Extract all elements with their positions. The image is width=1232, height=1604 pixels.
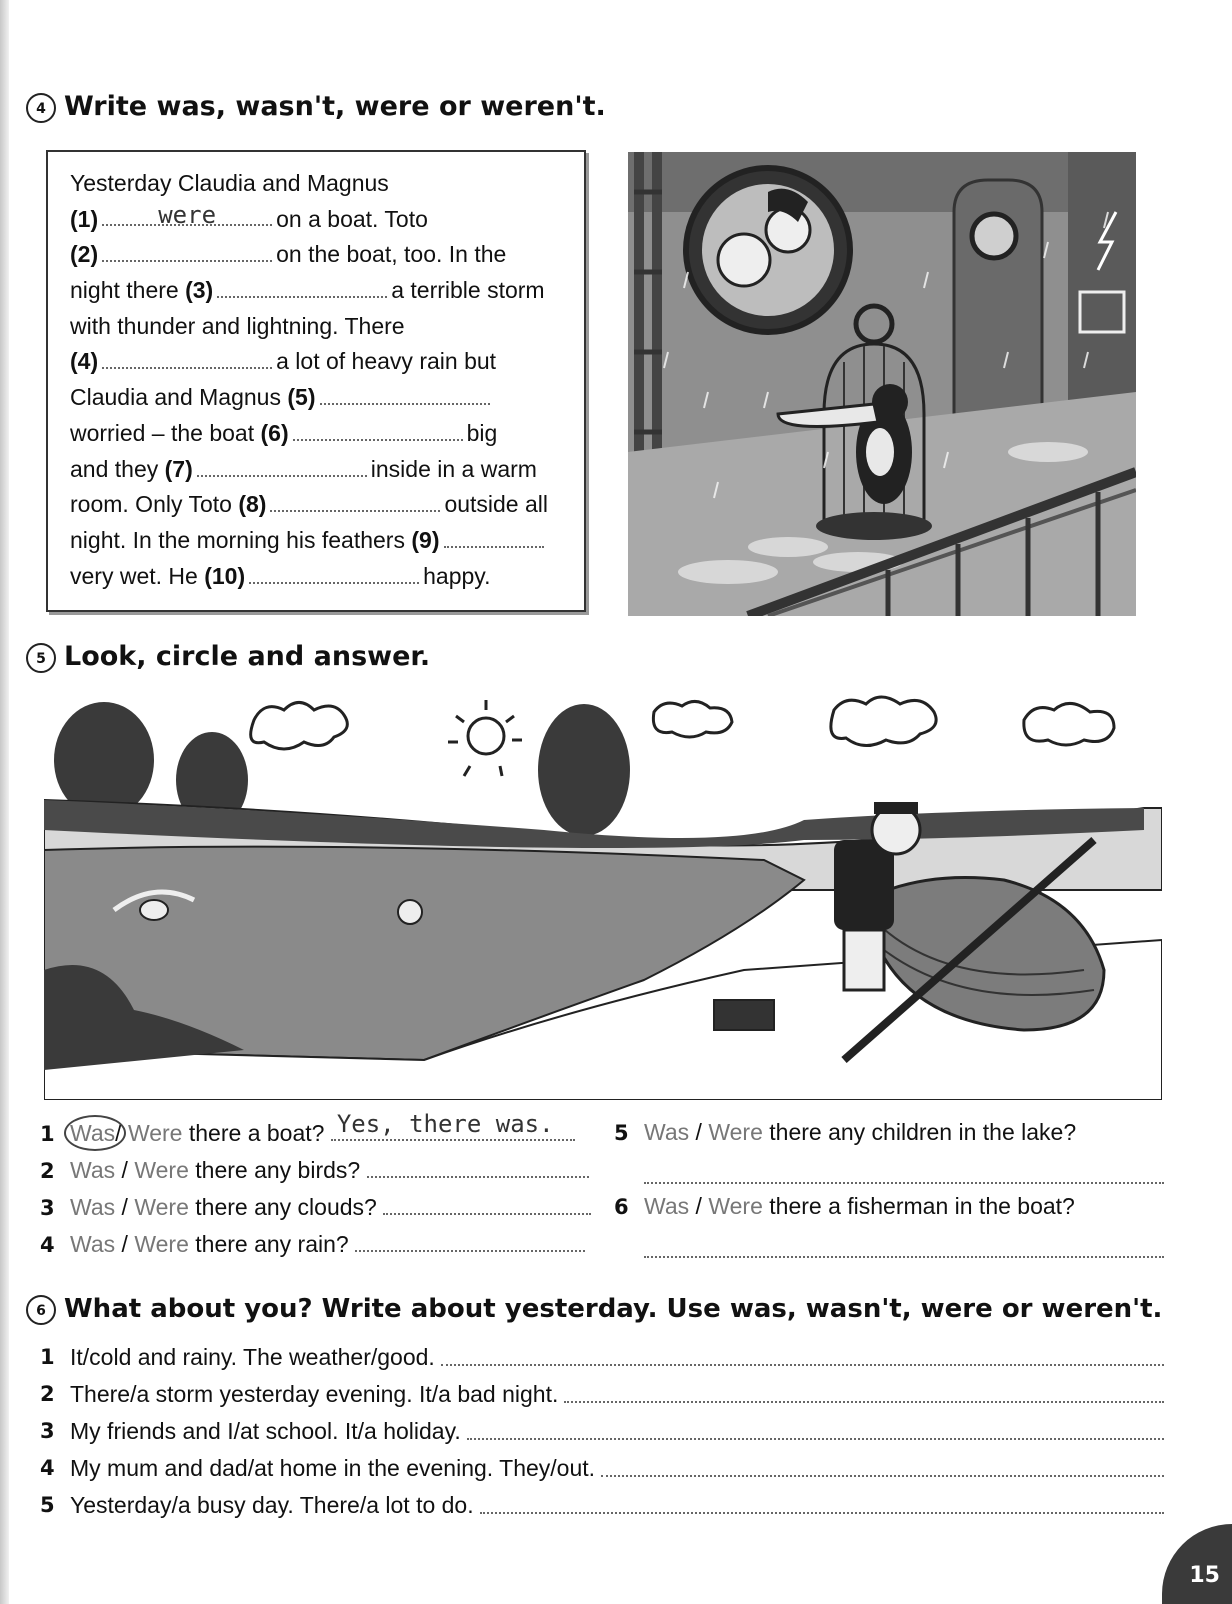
story-text: night there [70, 277, 179, 304]
story-text: big [466, 419, 498, 446]
question-text: there a boat? [188, 1120, 325, 1146]
option-were[interactable]: Were [134, 1231, 189, 1257]
story-text: Claudia and Magnus [70, 384, 281, 411]
option-were[interactable]: Were [134, 1157, 189, 1183]
ex5-question-6 [614, 1191, 1075, 1222]
option-were[interactable]: Were [127, 1120, 183, 1146]
ex5-question-2 [40, 1154, 589, 1186]
option-was[interactable]: Was [644, 1119, 690, 1145]
ex5-question-1 [40, 1110, 575, 1149]
story-text: room. Only Toto [70, 491, 232, 518]
story-text: on a boat. Toto [276, 205, 428, 232]
question-text: there any rain? [195, 1231, 349, 1257]
story-line-1 [70, 202, 562, 238]
option-was[interactable]: Was [70, 1231, 116, 1257]
item-prompt: My mum and dad/at home in the evening. They/out. [70, 1455, 596, 1481]
question-text: there any birds? [195, 1157, 361, 1183]
answer-3-field[interactable] [383, 1191, 591, 1215]
answer-1-field[interactable] [331, 1110, 575, 1141]
item-prompt: Yesterday/a busy day. There/a lot to do. [70, 1492, 474, 1518]
item-1-answer-field[interactable] [441, 1342, 1164, 1366]
ex6-item-5 [40, 1490, 1164, 1520]
gap-10-answer-field[interactable] [249, 560, 419, 584]
ex5-number-badge: 5 [26, 643, 56, 673]
question-number: 4 [40, 1233, 55, 1257]
item-number: 3 [40, 1419, 55, 1443]
gap-number: (3) [185, 277, 214, 304]
storm-boat-illustration [628, 152, 1136, 616]
gap-number: (2) [70, 241, 99, 268]
gap-8-answer-field[interactable] [270, 488, 440, 512]
answer-6-field[interactable] [644, 1234, 1164, 1258]
ex6-number-badge: 6 [26, 1295, 56, 1325]
gap-5-answer-field[interactable] [320, 381, 490, 405]
story-text: outside all [444, 491, 549, 518]
item-number: 1 [40, 1345, 55, 1369]
ex5-title: Look, circle and answer. [64, 641, 431, 672]
ex5-heading [26, 640, 430, 674]
option-were[interactable]: Were [708, 1119, 763, 1145]
ex5-question-3 [40, 1191, 591, 1223]
ex6-item-3 [40, 1416, 1164, 1446]
gap-9-answer-field[interactable] [444, 524, 544, 548]
question-number: 3 [40, 1196, 55, 1220]
separator: / [121, 1194, 128, 1220]
storm-boat-drawing [628, 152, 1136, 616]
item-number: 4 [40, 1456, 55, 1480]
option-was[interactable]: Was [644, 1193, 690, 1219]
option-was[interactable]: Was [70, 1157, 116, 1183]
item-number: 2 [40, 1382, 55, 1406]
item-prompt: My friends and I/at school. It/a holiday. [70, 1418, 461, 1444]
ex4-title: Write was, wasn't, were or weren't. [64, 91, 606, 122]
ex6-item-4 [40, 1453, 1164, 1483]
page-number-tab [1162, 1524, 1232, 1604]
answer-4-field[interactable] [355, 1228, 585, 1252]
story-text: night. In the morning his feathers [70, 526, 405, 553]
option-was-circled[interactable] [70, 1118, 115, 1148]
book-spine-shadow [0, 0, 9, 1604]
separator: / [115, 1120, 122, 1146]
lake-scene-illustration [44, 690, 1162, 1100]
story-line-2 [70, 237, 562, 273]
story-line-3 [70, 273, 562, 309]
question-text: there a fisherman in the boat? [769, 1193, 1075, 1219]
story-line-0 [70, 166, 562, 202]
ex4-heading [26, 90, 606, 124]
ex4-number-badge: 4 [26, 93, 56, 123]
gap-number: (8) [238, 491, 267, 518]
separator: / [695, 1119, 702, 1145]
gap-2-answer-field[interactable] [102, 238, 272, 262]
gap-number: (6) [260, 419, 289, 446]
page-number: 15 [1189, 1563, 1220, 1588]
item-number: 5 [40, 1493, 55, 1517]
story-text: with thunder and lightning. There [70, 312, 405, 339]
gap-4-answer-field[interactable] [102, 345, 272, 369]
question-text: there any clouds? [195, 1194, 377, 1220]
gap-6-answer-field[interactable] [293, 417, 463, 441]
item-5-answer-field[interactable] [480, 1490, 1164, 1514]
gap-number: (5) [287, 384, 316, 411]
story-line-5 [70, 344, 562, 380]
story-line-8 [70, 452, 562, 488]
ex6-item-1 [40, 1342, 1164, 1372]
question-number: 5 [614, 1121, 629, 1145]
separator: / [695, 1193, 702, 1219]
story-line-7 [70, 416, 562, 452]
story-line-4 [70, 309, 562, 345]
ex6-heading [26, 1292, 1162, 1326]
story-text: inside in a warm [370, 455, 537, 482]
gap-number: (1) [70, 205, 99, 232]
question-number: 2 [40, 1159, 55, 1183]
answer-2-field[interactable] [367, 1154, 589, 1178]
gap-3-answer-field[interactable] [217, 274, 387, 298]
option-was[interactable]: Was [70, 1194, 116, 1220]
gap-number: (9) [411, 526, 440, 553]
ex6-title: What about you? Write about yesterday. Use was, wasn't, were or weren't. [64, 1294, 1163, 1324]
question-number: 1 [40, 1122, 55, 1146]
gap-7-answer-field[interactable] [197, 453, 367, 477]
ex6-item-2 [40, 1379, 1164, 1409]
story-line-10 [70, 523, 562, 559]
answer-1-handwritten: Yes, there was. [336, 1110, 554, 1138]
story-line-9 [70, 487, 562, 523]
story-line-6 [70, 380, 562, 416]
item-3-answer-field[interactable] [467, 1416, 1164, 1440]
option-was: Was [70, 1120, 116, 1146]
gap-1-handwritten-answer: were [158, 200, 217, 229]
circle-mark [64, 1115, 126, 1151]
item-4-answer-field[interactable] [601, 1453, 1164, 1477]
story-text: a terrible storm [391, 277, 545, 304]
item-prompt: It/cold and rainy. The weather/good. [70, 1344, 435, 1370]
separator: / [121, 1231, 128, 1257]
lake-scene-drawing [44, 690, 1162, 1100]
story-text: on the boat, too. In the [276, 241, 507, 268]
gap-number: (10) [204, 562, 246, 589]
question-number: 6 [614, 1195, 629, 1219]
gap-1-answer-field[interactable] [102, 200, 272, 229]
ex5-question-4 [40, 1228, 585, 1260]
answer-5-field[interactable] [644, 1160, 1164, 1184]
story-text: very wet. He [70, 562, 198, 589]
ex4-story-box [46, 150, 586, 612]
ex5-question-5 [614, 1117, 1076, 1148]
option-were[interactable]: Were [708, 1193, 763, 1219]
option-were[interactable]: Were [134, 1194, 189, 1220]
story-text: a lot of heavy rain but [276, 348, 497, 375]
story-text: happy. [423, 562, 491, 589]
item-2-answer-field[interactable] [564, 1379, 1164, 1403]
gap-number: (4) [70, 348, 99, 375]
item-prompt: There/a storm yesterday evening. It/a bad night. [70, 1381, 559, 1407]
separator: / [121, 1157, 128, 1183]
story-text: and they [70, 455, 159, 482]
gap-number: (7) [164, 455, 193, 482]
question-text: there any children in the lake? [769, 1119, 1077, 1145]
story-text: worried – the boat [70, 419, 255, 446]
story-line-11 [70, 559, 562, 595]
story-text: Yesterday Claudia and Magnus [70, 170, 389, 196]
